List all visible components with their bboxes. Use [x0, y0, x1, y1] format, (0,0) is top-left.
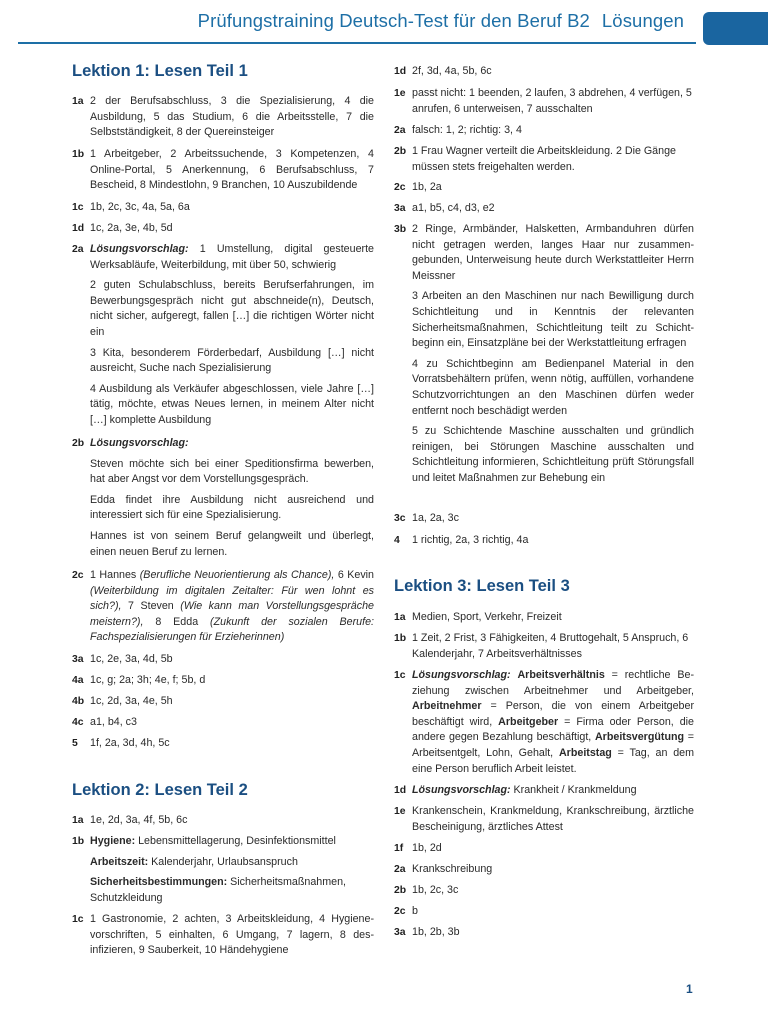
answer-text: 2f, 3d, 4a, 5b, 6c — [412, 65, 492, 77]
answer-l2-2c — [394, 180, 694, 196]
item-number: 1c — [72, 202, 84, 213]
answer-line — [90, 834, 374, 850]
answer-l3-2c — [394, 904, 694, 920]
item-number: 1c — [394, 670, 406, 681]
answer-paragraph: 3 Arbeiten an den Maschinen nur nach Bewilligung durch Schichtleitung und in Kenntnis der relevanten Sicherheitsmaßnahmen, Schichtleitung teilt zu Schichtbeginn ein, Einsatzpläne bei der Werkstattleitung erfragen — [412, 290, 694, 350]
suggestion-label: Lösungsvorschlag: — [90, 437, 189, 449]
answer-l3-1a — [394, 610, 694, 626]
answer-text: Medien, Sport, Verkehr, Freizeit — [412, 611, 562, 623]
item-number: 1c — [72, 914, 84, 925]
item-number: 2b — [394, 146, 407, 157]
suggestion-label-line — [90, 436, 374, 452]
item-number: 2a — [72, 244, 84, 255]
answer-text: 1a, 2a, 3c — [412, 512, 459, 524]
answer-paragraph: Edda findet ihre Ausbildung nicht ausreichend und interessiert sich für eine Spezialisierung. — [90, 493, 374, 522]
page-number: 1 — [686, 982, 693, 996]
item-number: 1f — [394, 843, 404, 854]
term-label: Arbeitsverhältnis — [517, 669, 605, 681]
item-number: 3b — [394, 224, 407, 235]
term-value: Kalenderjahr, Urlaubsanspruch — [148, 855, 298, 868]
answer-l2-1e — [394, 86, 694, 117]
item-number: 1a — [394, 612, 406, 623]
answer-text: 1c, 2e, 3a, 4d, 5b — [90, 653, 173, 665]
suggestion-label: Lösungsvorschlag: — [90, 243, 189, 255]
answer-l1-1a — [72, 94, 374, 141]
header-tab-marker — [703, 12, 768, 45]
suggestion-label: Lösungsvorschlag: — [412, 669, 511, 681]
answer-text: a1, b4, c3 — [90, 716, 137, 728]
item-number: 4a — [72, 675, 84, 686]
term-value: = Person, die von einem Arbeitgeber beschäftigt wird, — [412, 700, 694, 728]
answer-text: a1, b5, c4, d3, e2 — [412, 202, 495, 214]
answer-l1-2a — [72, 242, 374, 429]
answer-text-part: Krankheit / Krankmeldung — [510, 784, 637, 796]
item-number: 2c — [394, 906, 406, 917]
term-label: Arbeitgeber — [498, 715, 559, 728]
answer-text-part: 1 Hannes — [90, 569, 140, 581]
answer-l1-1b — [72, 147, 374, 194]
answer-l3-1e — [394, 804, 694, 835]
item-number: 2a — [394, 125, 406, 136]
term-label: Arbeitszeit: — [90, 855, 149, 868]
answer-text — [90, 242, 374, 273]
answer-paragraph: Hannes ist von seinem Beruf gelangweilt und überlegt, einen neuen Beruf zu lernen. — [90, 529, 374, 558]
term-label: Hygiene: — [90, 835, 136, 847]
answer-text: b — [412, 905, 418, 917]
answer-l2-1d — [394, 64, 694, 80]
item-number: 1b — [394, 633, 407, 644]
answer-paragraph: 5 zu Schichtende Maschine ausschalten und gründlich reinigen, bei Störungen Maschine ausschalten und Schichtleitung informieren, Schichtleitung prüft Störungsfall und leitet Maßnahmen zur Behebung ein — [412, 425, 694, 484]
answer-l1-4b — [72, 694, 374, 710]
answer-text-part: (Zukunft der sozialen Berufe: Fachspezialisierungen für Erzieherinnen) — [90, 615, 374, 644]
answer-text: 1b, 2c, 3c — [412, 884, 459, 896]
answer-text: falsch: 1, 2; richtig: 3, 4 — [412, 124, 522, 136]
answer-paragraph: 2 Ringe, Armbänder, Halsketten, Armbanduhren dürfen nicht getragen werden, langes Haar nur zusammengebunden, Unterweisung heute durch Werkstattleiter Herrn Meissner — [412, 223, 694, 282]
item-number: 3a — [72, 654, 84, 665]
item-number: 2b — [72, 438, 85, 449]
answer-text: 1 Arbeitgeber, 2 Arbeitssuchende, 3 Kompetenzen, 4 Online-Portal, 5 Anerkennung, 6 Berufsabschluss, 7 Bescheid, 8 Mindestlohn, 9 Branchen, 10 Auszubildende — [90, 148, 374, 192]
item-number: 1b — [72, 836, 85, 847]
answer-l2-1a — [72, 813, 374, 829]
answer-text-part: 8 Edda — [143, 615, 211, 628]
item-number: 1a — [72, 96, 84, 107]
item-number: 2a — [394, 864, 406, 875]
answer-l3-1d — [394, 783, 694, 799]
answer-l1-3a — [72, 652, 374, 668]
term-label: Sicherheitsbestimmungen: — [90, 876, 228, 889]
answer-text: 1b, 2a — [412, 181, 442, 193]
answer-text: 1e, 2d, 3a, 4f, 5b, 6c — [90, 814, 188, 826]
item-number: 3a — [394, 203, 406, 214]
item-number: 1b — [72, 149, 85, 160]
item-number: 4b — [72, 696, 85, 707]
suggestion-label: Lösungsvorschlag: — [412, 784, 511, 796]
item-number: 1d — [72, 223, 85, 234]
answer-text: passt nicht: 1 beenden, 2 laufen, 3 abdrehen, 4 verfügen, 5 anrufen, 6 unterweisen, 7 ausschalten — [412, 87, 692, 115]
header-divider — [18, 42, 696, 44]
answer-l1-4c — [72, 715, 374, 731]
item-number: 5 — [72, 738, 78, 749]
answer-l2-1c — [72, 912, 374, 959]
lesson-2-heading: Lektion 2: Lesen Teil 2 — [72, 781, 248, 799]
term-label: Arbeitnehmer — [412, 700, 482, 713]
item-number: 2c — [72, 570, 84, 581]
item-number: 2c — [394, 182, 406, 193]
answer-l1-5 — [72, 736, 374, 752]
answer-text: 1 Frau Wagner verteilt die Arbeitskleidung. 2 Die Gänge müssen stets freigehalten werden. — [412, 145, 676, 173]
term-value: Sicherheitsmaßnahmen, Schutzkleidung — [90, 876, 346, 904]
answer-l1-1d — [72, 221, 374, 237]
answer-l2-3b — [394, 222, 694, 487]
answer-l3-1b — [394, 631, 694, 662]
term-value: Lebensmittellagerung, Desinfektionsmittel — [135, 835, 336, 847]
answer-l3-3a — [394, 925, 694, 941]
item-number: 1d — [394, 785, 407, 796]
answer-text — [412, 783, 694, 799]
answer-text: 2 der Berufsabschluss, 3 die Spezialisierung, 4 die Ausbildung, 5 das Studium, 6 die Arbeitsstelle, 7 die Selbstständigkeit, 8 der Quereinsteiger — [90, 95, 374, 139]
item-number: 3a — [394, 927, 406, 938]
answer-l3-1f — [394, 841, 694, 857]
item-number: 1e — [394, 806, 406, 817]
answer-l2-2b — [394, 144, 694, 175]
answer-l3-2b — [394, 883, 694, 899]
term-value: = Arbeitsentgelt, Lohn, Gehalt, — [412, 731, 694, 759]
answer-text: Krankenschein, Krankmeldung, Krankschreibung, ärztliche Bescheinigung, ärztliches Attest — [412, 805, 694, 833]
answer-line — [90, 855, 374, 871]
answer-text: Krankschreibung — [412, 863, 493, 875]
answer-text: 1b, 2b, 3b — [412, 926, 460, 938]
lesson-1-heading: Lektion 1: Lesen Teil 1 — [72, 62, 248, 80]
term-value: = Firma oder Person, die andere gegen Bezahlung beschäftigt, — [412, 715, 694, 744]
answer-l2-4 — [394, 533, 694, 549]
answer-paragraph: 4 Ausbildung als Verkäufer abgeschlossen, viele Jahre […] tätig, möchte, etwas Neues lernen, in meinem Alter nicht […] komplette Ausbildung — [90, 382, 374, 426]
answer-text-part: 7 Steven — [121, 600, 181, 613]
answer-text: 1 Zeit, 2 Frist, 3 Fähigkeiten, 4 Bruttogehalt, 5 Anspruch, 6 Kalenderjahr, 7 Arbeitsverhältnisses — [412, 632, 689, 660]
answer-l1-2b — [72, 436, 374, 560]
term-label: Arbeitstag — [558, 746, 612, 759]
answer-l3-1c — [394, 668, 694, 777]
answer-text: 1c, 2a, 3e, 4b, 5d — [90, 222, 173, 234]
answer-l2-3a — [394, 201, 694, 217]
answer-l2-3c — [394, 511, 694, 527]
answer-text — [412, 668, 694, 777]
answer-l1-2c — [72, 568, 374, 646]
item-number: 2b — [394, 885, 407, 896]
answer-text: 1b, 2d — [412, 842, 442, 854]
answer-l2-2a — [394, 123, 694, 139]
answer-text: 1 richtig, 2a, 3 richtig, 4a — [412, 534, 529, 546]
answer-paragraph: 3 Kita, besonderem Förderbedarf, Ausbildung […] nicht ausreicht, Suche nach Spezialisierung — [90, 346, 374, 375]
answer-paragraph: Steven möchte sich bei einer Speditionsfirma bewerben, hat aber Angst vor dem Vorstellungsgespräch. — [90, 457, 374, 486]
answer-text-part: (Berufliche Neuorientierung als Chance), — [139, 569, 335, 581]
book-title: Prüfungstraining Deutsch-Test für den Beruf B2 — [197, 10, 590, 31]
answer-text: 1b, 2c, 3c, 4a, 5a, 6a — [90, 201, 190, 213]
answer-text — [90, 568, 374, 646]
item-number: 3c — [394, 513, 406, 524]
answer-text-part: (Wie kann man Vorstellungsgespräche meistern?), — [90, 600, 374, 628]
answer-text: 1f, 2a, 3d, 4h, 5c — [90, 737, 170, 749]
item-number: 1a — [72, 815, 84, 826]
answer-text-part: 6 Kevin — [334, 569, 374, 581]
item-number: 1e — [394, 88, 406, 99]
answer-paragraph: 2 guten Schulabschluss, bereits Berufserfahrungen, im Bewerbungsgespräch nicht gut abschneide(n), Deutsch, nicht sicher, aufgeregt, fallen […] die richtigen Wörter nicht ein — [90, 279, 374, 338]
answer-l1-1c — [72, 200, 374, 216]
answer-text: 1c, g; 2a; 3h; 4e, f; 5b, d — [90, 674, 206, 686]
answer-l1-4a — [72, 673, 374, 689]
item-number: 4c — [72, 717, 84, 728]
answer-text: 1 Gastronomie, 2 achten, 3 Arbeitskleidung, 4 Hygienevorschriften, 5 einhalten, 6 Umgang, 7 lagern, 8 desinfizieren, 9 Sauberkeit, 10 Händehygiene — [90, 913, 374, 957]
term-label: Arbeitsvergütung — [594, 731, 685, 744]
lesson-3-heading: Lektion 3: Lesen Teil 3 — [394, 577, 570, 595]
answer-l3-2a — [394, 862, 694, 878]
answer-text-part: (Weiterbildung im digitalen Zeitalter: Für wen lohnt es sich?), — [90, 584, 374, 613]
item-number: 4 — [394, 535, 400, 546]
answer-text: 1c, 2d, 3a, 4e, 5h — [90, 695, 173, 707]
answer-l2-1b — [72, 834, 374, 906]
item-number: 1d — [394, 66, 407, 77]
term-value: = Tag, an dem eine Person beruflich Arbeit leistet. — [412, 746, 694, 775]
section-label: Lösungen — [601, 10, 684, 31]
answer-paragraph: 4 zu Schichtbeginn am Bedienpanel Material in den Vorratsbehältern prüfen, wenn nötig, auffüllen, vorhandene Schutzvorrichtungen an den Maschinen dürfen weder entfernt noch beschädigt werden — [412, 357, 694, 417]
answer-text-part: 1 Umstellung, digital gesteuerte Werksabläufe, Weiterbildung, mit über 50, schwierig — [90, 243, 374, 271]
page-header-title — [0, 10, 684, 32]
answer-line — [90, 875, 374, 906]
term-value: = rechtliche Beziehung zwischen Arbeitnehmer und Arbeitgeber, — [412, 669, 694, 697]
